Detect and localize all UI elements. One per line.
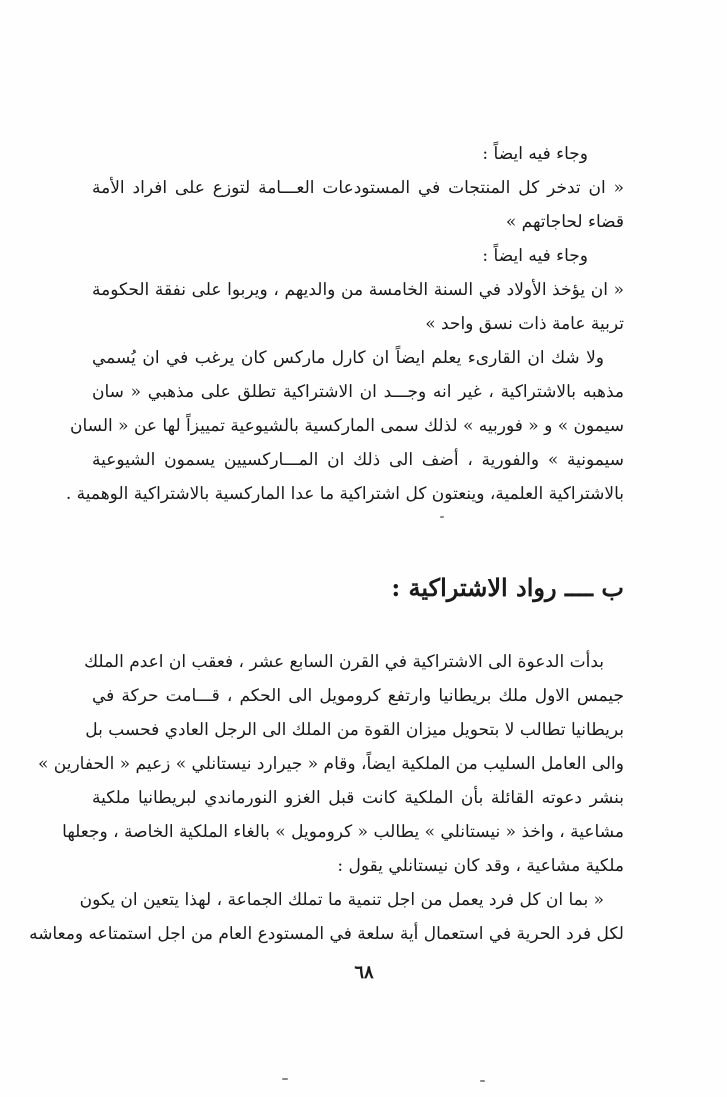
text-line: جيمس الاول ملك بريطانيا وارتفع كرومويل الى الحكم ، قـــامت حركة في xyxy=(92,686,624,706)
lower-text-block xyxy=(29,645,624,951)
text-line: بالاشتراكية العلمية، وينعتون كل اشتراكية ما عدا الماركسية بالاشتراكية الوهمية . xyxy=(65,484,624,504)
text-line: مشاعية ، واخذ « نيستانلي » يطالب « كرومويل » بالغاء الملكية الخاصة ، وجعلها xyxy=(62,822,624,842)
text-line: بريطانيا تطالب لا بتحويل ميزان القوة من الملك الى الرجل العادي فحسب بل xyxy=(85,720,624,740)
text-line: سيمون » و « فوربيه » لذلك سمى الماركسية بالشيوعية تمييزاً لها عن « السان xyxy=(70,416,624,436)
section-heading: ب ــــ رواد الاشتراكية : xyxy=(391,573,624,602)
text-line: سيمونية » والفورية ، أضف الى ذلك ان المـــاركسيين يسمون الشيوعية xyxy=(92,450,624,470)
text-line: لكل فرد الحرية في استعمال أية سلعة في المستودع العام من اجل استمتاعه ومعاشه xyxy=(29,924,624,944)
text-line: « بما ان كل فرد يعمل من اجل تنمية ما تملك الجماعة ، لهذا يتعين ان يكون xyxy=(79,890,604,910)
text-line: ملكية مشاعية ، وقد كان نيستانلي يقول : xyxy=(337,856,624,876)
text-line: بدأت الدعوة الى الاشتراكية في القرن السابع عشر ، فعقب ان اعدم الملك xyxy=(84,652,604,672)
text-line: مذهبه بالاشتراكية ، غير انه وجـــد ان الاشتراكية تطلق على مذهبي « سان xyxy=(92,382,624,402)
text-line: « ان تدخر كل المنتجات في المستودعات العـــامة لتوزع على افراد الأمة xyxy=(92,178,624,198)
ink-speck xyxy=(480,1080,485,1082)
text-line: بنشر دعوته القائلة بأن الملكية كانت قبل الغزو النورماندي لبريطانيا ملكية xyxy=(92,788,624,808)
text-line: ولا شك ان القارىء يعلم ايضاً ان كارل ماركس كان يرغب في ان يُسمي xyxy=(92,348,604,368)
text-line: وجاء فيه ايضاً : xyxy=(482,144,588,164)
text-line: والى العامل السليب من الملكية ايضاً، وقام « جيرارد نيستانلي » زعيم « الحفارين » xyxy=(38,754,624,774)
text-line: « ان يؤخذ الأولاد في السنة الخامسة من والديهم ، ويربوا على نفقة الحكومة xyxy=(92,280,624,300)
upper-text-block xyxy=(65,137,624,511)
text-line: تربية عامة ذات نسق واحد » xyxy=(425,314,624,334)
ink-speck xyxy=(282,1078,288,1080)
ink-speck xyxy=(440,516,444,518)
text-line: وجاء فيه ايضاً : xyxy=(482,246,588,266)
text-line: قضاء لحاجاتهم » xyxy=(505,212,624,232)
page-number: ٦٨ xyxy=(354,962,374,983)
